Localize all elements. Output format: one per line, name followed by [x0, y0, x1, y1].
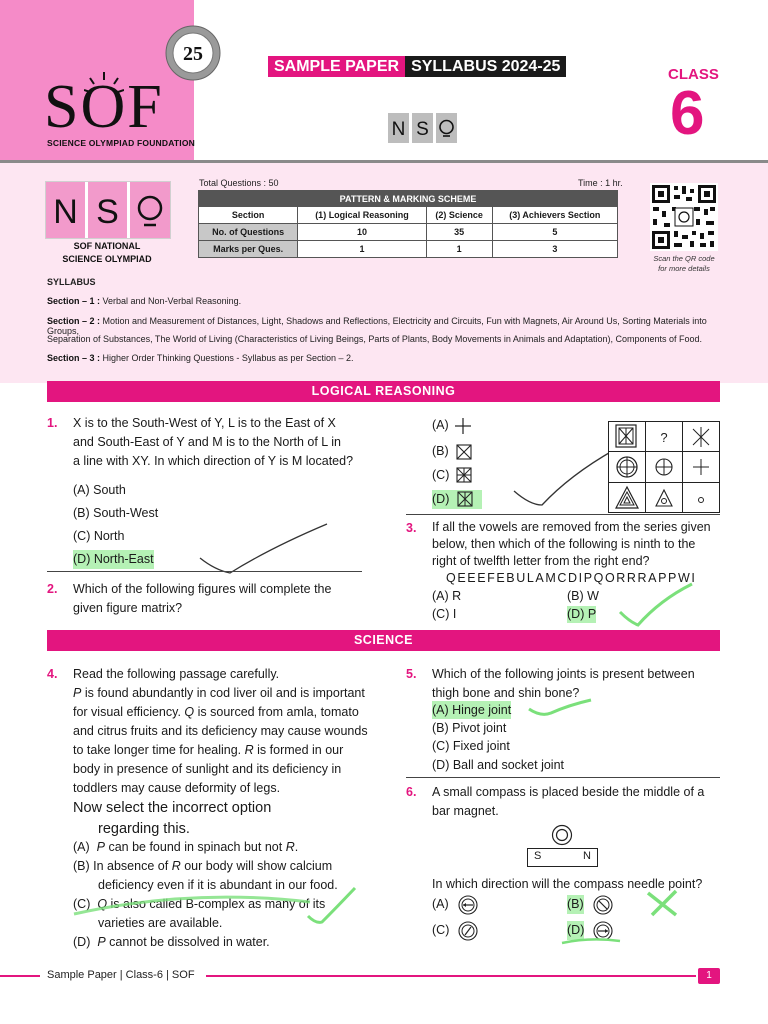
question-text-line: bar magnet. — [432, 804, 499, 818]
q3-option-a[interactable]: (A) R — [432, 589, 462, 603]
svg-text:S: S — [416, 119, 429, 140]
q3-option-b[interactable]: (B) W — [567, 589, 599, 603]
anniversary-seal-icon — [164, 24, 222, 82]
q2-option-a[interactable]: (A) — [432, 418, 449, 432]
question-number: 6. — [406, 785, 417, 799]
question-text-line: Read the following passage carefully. — [73, 667, 280, 681]
sof-logo-text: SOF — [44, 73, 164, 141]
table-cell: Marks per Ques. — [199, 241, 298, 258]
table-cell: 35 — [426, 224, 492, 241]
tick-mark-icon — [600, 580, 700, 630]
table-cell: 5 — [492, 224, 617, 241]
q3-option-c[interactable]: (C) I — [432, 607, 457, 621]
boxed-cross-figure-icon — [456, 444, 472, 460]
magnet-north-label: N — [583, 850, 591, 862]
q4-option-a[interactable]: (A) P can be found in spinach but not R. — [73, 840, 299, 854]
question-text-line: a line with XY. In which direction of Y is M located? — [73, 454, 354, 468]
table-row — [199, 241, 618, 258]
question-6-prompt: In which direction will the compass needle point? — [432, 877, 703, 891]
q4-option-c-cont: varieties are available. — [98, 916, 223, 930]
compass-left-needle-icon — [458, 895, 478, 915]
q4-option-d[interactable]: (D) P cannot be dissolved in water. — [73, 935, 270, 949]
table-cell: 1 — [298, 241, 426, 258]
marking-scheme-title: PATTERN & MARKING SCHEME — [199, 191, 618, 207]
svg-text:N: N — [391, 119, 406, 140]
syllabus-year-title: SYLLABUS 2024-25 — [405, 56, 566, 77]
syllabus-section-3: Section – 3 : Higher Order Thinking Questions - Syllabus as per Section – 2. — [47, 353, 354, 363]
q1-option-a[interactable]: (A) South — [73, 483, 126, 497]
page-number: 1 — [698, 968, 720, 984]
footer-rule-left — [0, 975, 40, 977]
question-number: 1. — [47, 416, 58, 430]
q6-option-b[interactable]: (B) — [567, 895, 584, 914]
q4-option-b-cont: deficiency even if it is abundant in our food. — [98, 878, 338, 892]
marking-scheme-table — [198, 190, 618, 258]
bulb-icon — [84, 70, 124, 130]
svg-text:S: S — [96, 193, 119, 231]
tick-mark-icon — [525, 697, 595, 719]
question-text-line: A small compass is placed beside the middle of a — [432, 785, 705, 799]
qr-caption-line-1: Scan the QR code — [653, 254, 715, 263]
nso-big-logo — [45, 181, 171, 239]
q2-option-c[interactable]: (C) — [432, 468, 450, 482]
nso-caption-line-1: SOF NATIONAL — [73, 241, 141, 251]
total-questions: Total Questions : 50 — [199, 178, 279, 188]
question-number: 3. — [406, 521, 417, 535]
question-divider — [406, 514, 720, 515]
syllabus-heading: SYLLABUS — [47, 277, 96, 287]
class-label: CLASS — [668, 66, 719, 83]
q2-option-d[interactable]: (D) — [432, 490, 482, 509]
tick-mark-icon — [195, 518, 335, 578]
table-row — [199, 224, 618, 241]
table-cell: No. of Questions — [199, 224, 298, 241]
magnet-south-label: S — [534, 850, 542, 862]
question-divider — [47, 571, 362, 572]
question-text-line: regarding this. — [98, 821, 190, 837]
compass-diagonal-needle-icon — [593, 895, 613, 915]
sample-paper-title: SAMPLE PAPER — [268, 56, 405, 77]
sof-logo-subtitle: SCIENCE OLYMPIAD FOUNDATION — [47, 138, 196, 148]
highlight-mark — [70, 880, 360, 930]
question-text-line: Which of the following figures will complete the — [73, 582, 332, 596]
logical-reasoning-header: LOGICAL REASONING — [47, 381, 720, 402]
question-text-line: body in presence of sunlight and its deficiency in — [73, 762, 342, 776]
tick-mark-icon — [510, 445, 620, 510]
q5-option-a[interactable]: (A) Hinge joint — [432, 703, 512, 717]
highlight-mark — [560, 935, 624, 947]
table-cell: 3 — [492, 241, 617, 258]
table-header-cell: (3) Achievers Section — [492, 207, 617, 224]
compass-tilted-needle-icon — [458, 921, 478, 941]
missing-figure-mark: ? — [660, 430, 668, 445]
q4-option-c[interactable]: (C) Q is also called B-complex as many of its — [73, 897, 326, 911]
q5-option-b[interactable]: (B) Pivot joint — [432, 721, 507, 735]
q1-option-d[interactable]: (D) North-East — [73, 550, 154, 569]
question-text-line: P is found abundantly in cod liver oil and is important — [73, 686, 365, 700]
q3-option-d[interactable]: (D) P — [567, 607, 597, 621]
q2-option-b[interactable]: (B) — [432, 444, 449, 458]
title-bar — [268, 56, 566, 76]
q5-option-c[interactable]: (C) Fixed joint — [432, 739, 510, 753]
nso-small-logo — [388, 113, 460, 143]
letter-series: QEEEFEBULAMCDIPQORRRAPPWI — [446, 571, 697, 585]
question-text-line: If all the vowels are removed from the series given — [432, 520, 711, 534]
table-header-cell: (2) Science — [426, 207, 492, 224]
svg-text:N: N — [53, 193, 78, 231]
question-divider — [406, 777, 720, 778]
table-header-cell: (1) Logical Reasoning — [298, 207, 426, 224]
question-text-line: for visual efficiency. Q is sourced from amla, tomato — [73, 705, 359, 719]
cross-mark-icon — [644, 887, 682, 919]
question-text-line: and citrus fruits and its deficiency may cause wounds — [73, 724, 368, 738]
footer-text: Sample Paper | Class-6 | SOF — [47, 969, 195, 981]
question-number: 5. — [406, 667, 417, 681]
q6-option-c[interactable]: (C) — [432, 923, 450, 937]
question-text-line: Which of the following joints is present between — [432, 667, 695, 681]
q6-option-a[interactable]: (A) — [432, 897, 449, 911]
compass-icon — [551, 824, 573, 846]
science-header: SCIENCE — [47, 630, 720, 651]
nso-caption-line-2: SCIENCE OLYMPIAD — [62, 254, 152, 264]
question-text-line: Now select the incorrect option — [73, 800, 272, 816]
question-number: 4. — [47, 667, 58, 681]
q1-option-b[interactable]: (B) South-West — [73, 506, 159, 520]
syllabus-section-2-cont: Separation of Substances, The World of Living (Characteristics of Living Beings, Parts of Plants, Body Movements in Animals and Adaptation), Components of Food. — [47, 334, 703, 344]
q1-option-c[interactable]: (C) North — [73, 529, 125, 543]
plus-figure-icon — [454, 417, 472, 435]
question-text-line: X is to the South-West of Y, L is to the East of X — [73, 416, 336, 430]
question-text-line: below, then which of the following is ninth to the — [432, 537, 696, 551]
question-text-line: given figure matrix? — [73, 601, 183, 615]
q4-option-b[interactable]: (B) In absence of R our body will show calcium — [73, 859, 333, 873]
qr-code-icon[interactable] — [650, 183, 718, 251]
question-text-line: to take longer time for healing. R is formed in our — [73, 743, 344, 757]
table-cell: 10 — [298, 224, 426, 241]
syllabus-section-1: Section – 1 : Verbal and Non-Verbal Reasoning. — [47, 296, 242, 306]
seal-number: 25 — [183, 43, 203, 65]
boxed-star-figure-icon — [456, 467, 472, 483]
time-limit: Time : 1 hr. — [578, 178, 623, 188]
footer-rule-right — [206, 975, 696, 977]
question-text-line: and South-East of Y and M is to the North of L in — [73, 435, 341, 449]
table-header-cell: Section — [199, 207, 298, 224]
bar-magnet — [527, 848, 598, 867]
figure-matrix — [608, 421, 720, 513]
boxed-asterisk-figure-icon — [457, 491, 473, 507]
class-number: 6 — [670, 79, 705, 148]
syllabus-section-2: Section – 2 : Motion and Measurement of Distances, Light, Shadows and Reflections, Electricity and Circuits, Fun with Magnets, Air Around Us, Sorting Materials into Groups, — [47, 316, 707, 336]
question-text-line: thigh bone and shin bone? — [432, 686, 580, 700]
question-text-line: right of twelfth letter from the right end? — [432, 554, 650, 568]
qr-caption-line-2: for more details — [658, 264, 710, 273]
table-cell: 1 — [426, 241, 492, 258]
q5-option-d[interactable]: (D) Ball and socket joint — [432, 758, 565, 772]
question-number: 2. — [47, 582, 58, 596]
question-text-line: toddlers may cause deformity of legs. — [73, 781, 281, 795]
q6-option-d[interactable]: (D) — [567, 921, 584, 940]
